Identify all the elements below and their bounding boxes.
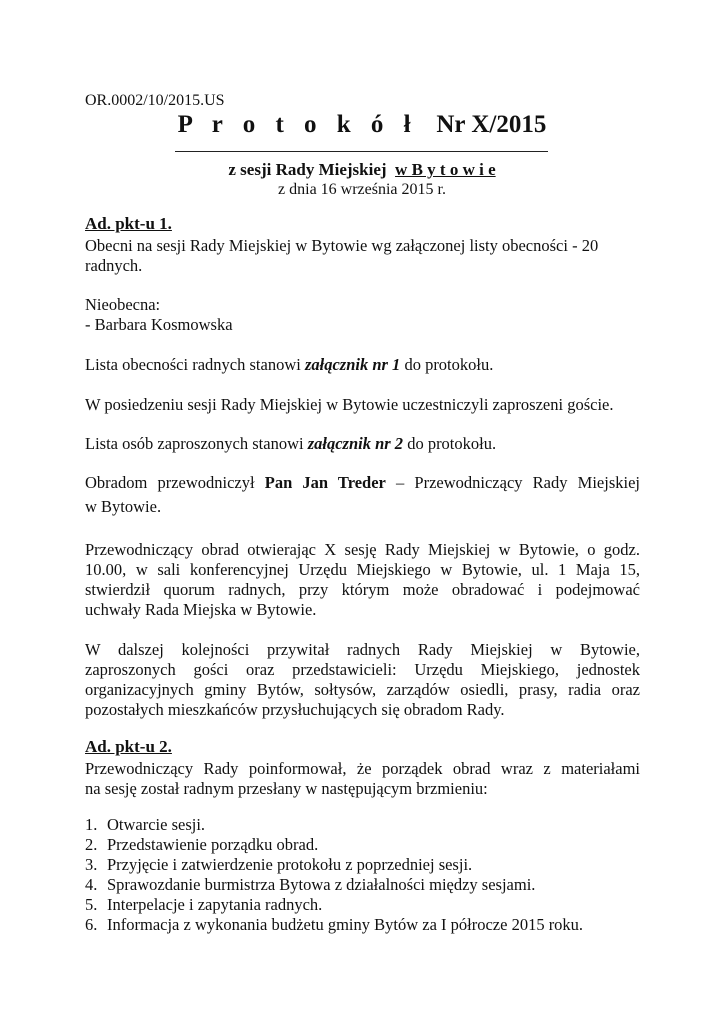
agenda-item-text: Przyjęcie i zatwierdzenie protokołu z poprzedniej sesji. [107,855,473,874]
welcome-line: zaproszonych gości oraz przedstawicieli: Urzędu Miejskiego, jednostek [85,660,640,679]
welcome-line: organizacyjnych gminy Bytów, sołtysów, zarządów osiedli, prasy, radia oraz [85,680,640,699]
document-date: z dnia 16 września 2015 r. [278,181,446,198]
document-title [0,110,724,140]
chair-pre: Obradom przewodniczył [85,473,265,492]
agenda-item-number: 1. [85,815,98,834]
attendance-pre: Lista obecności radnych stanowi [85,355,305,374]
agenda-item-text: Sprawozdanie burmistrza Bytowa z działalności między sesjami. [107,875,536,894]
agenda-item-number: 4. [85,875,98,894]
present-line-2: radnych. [85,256,143,275]
agenda-item-number: 3. [85,855,98,874]
agenda-item [85,875,583,895]
agenda-item-number: 5. [85,895,98,914]
agenda-intro-line-1: Przewodniczący Rady poinformował, że porządek obrad wraz z materiałami [85,759,640,778]
opening-line: Przewodniczący obrad otwierając X sesję Rady Miejskiej w Bytowie, o godz. [85,540,640,559]
subtitle-place: w B y t o w i e [395,160,496,179]
title-divider [175,151,548,152]
agenda-item-text: Informacja z wykonania budżetu gminy Bytów za I półrocze 2015 roku. [107,915,584,934]
title-word: P r o t o k ó ł [177,111,418,138]
agenda-item [85,895,583,915]
welcome-line: pozostałych mieszkańców przysłuchujących się obradom Rady. [85,700,505,719]
welcome-line: W dalszej kolejności przywitał radnych Rady Miejskiej w Bytowie, [85,640,640,659]
agenda-item [85,835,583,855]
document-signature: OR.0002/10/2015.US [85,92,225,109]
guests-line: W posiedzeniu sesji Rady Miejskiej w Bytowie uczestniczyli zaproszeni goście. [85,395,614,414]
guestlist-pre: Lista osób zaproszonych stanowi [85,434,308,453]
agenda-intro-line-2: na sesję został radnym przesłany w następującym brzmieniu: [85,779,488,798]
agenda-item-text: Przedstawienie porządku obrad. [107,835,319,854]
absent-label: Nieobecna: [85,295,161,314]
chair-line-1 [85,473,640,493]
section-heading-1: Ad. pkt-u 1. [85,214,172,233]
subtitle-prefix: z sesji Rady Miejskiej [228,160,387,179]
attachment-2-ref: załącznik nr 2 [307,434,404,453]
chair-post: – Przewodniczący Rady Miejskiej [385,473,640,492]
chair-name: Pan Jan Treder [264,473,386,492]
guestlist-line [85,434,496,454]
agenda-item-text: Interpelacje i zapytania radnych. [107,895,323,914]
attendance-post: do protokołu. [400,355,494,374]
agenda-item [85,915,583,935]
agenda-item-number: 2. [85,835,98,854]
section-heading-2: Ad. pkt-u 2. [85,737,172,756]
attendance-line [85,355,493,375]
chair-line-2: w Bytowie. [85,497,162,516]
title-number: Nr X/2015 [436,111,547,138]
opening-line: uchwały Rada Miejska w Bytowie. [85,600,317,619]
absent-name: - Barbara Kosmowska [85,315,233,334]
agenda-list [85,815,583,935]
attachment-1-ref: załącznik nr 1 [304,355,401,374]
agenda-item-number: 6. [85,915,98,934]
opening-line: 10.00, w sali konferencyjnej Urzędu Miejskiego w Bytowie, ul. 1 Maja 15, [85,560,640,579]
agenda-item [85,855,583,875]
document-subtitle [0,160,724,180]
guestlist-post: do protokołu. [403,434,497,453]
opening-line: stwierdził quorum radnych, przy którym może obradować i podejmować [85,580,640,599]
present-text-1: Obecni na sesji Rady Miejskiej w Bytowie wg załączonej listy obecności - 20 [85,236,599,255]
present-line-1 [85,236,640,256]
agenda-item-text: Otwarcie sesji. [107,815,206,834]
agenda-item [85,815,583,835]
